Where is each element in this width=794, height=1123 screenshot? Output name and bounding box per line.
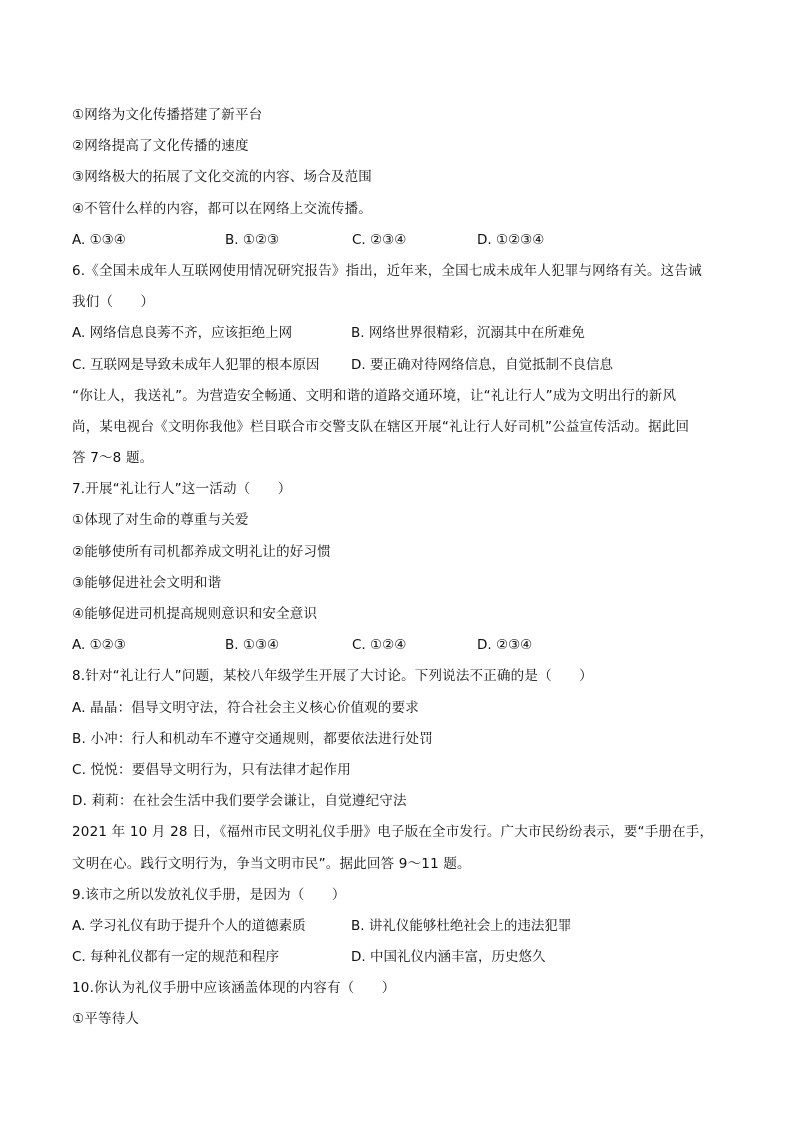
q6-stem-line-2: 我们（ ） bbox=[72, 294, 155, 311]
q8-stem: 8.针对“礼让行人”问题，某校八年级学生开展了大讨论。下列说法不正确的是（ ） bbox=[72, 668, 593, 685]
q5-options bbox=[72, 225, 722, 256]
q8-option-d: D. 莉莉：在社会生活中我们要学会谦让，自觉遵纪守法 bbox=[72, 793, 407, 810]
material1-line-1: “你让人，我送礼”。为营造安全畅通、文明和谐的道路交通环境，让“礼让行人”成为文明出行的新风 bbox=[72, 387, 677, 404]
material2-line-2: 文明在心。践行文明行为，争当文明市民”。据此回答 9～11 题。 bbox=[72, 855, 471, 872]
q6-option-c: C. 互联网是导致未成年人犯罪的根本原因 bbox=[72, 356, 320, 373]
q6-options-row-1 bbox=[72, 318, 722, 349]
q7-stem: 7.开展“礼让行人”这一活动（ ） bbox=[72, 481, 292, 498]
q7-options bbox=[72, 630, 722, 661]
q5-item-3: ③网络极大的拓展了文化交流的内容、场合及范围 bbox=[72, 169, 373, 186]
q9-option-a: A. 学习礼仪有助于提升个人的道德素质 bbox=[72, 917, 306, 934]
material1-line-2: 尚，某电视台《文明你我他》栏目联合市交警支队在辖区开展“礼让行人好司机”公益宣传活动。据此回 bbox=[72, 418, 690, 435]
q9-option-c: C. 每种礼仪都有一定的规范和程序 bbox=[72, 949, 280, 966]
q5-option-d: D. ①②③④ bbox=[477, 231, 545, 248]
q7-option-c: C. ①②④ bbox=[352, 637, 407, 654]
q5-item-2: ②网络提高了文化传播的速度 bbox=[72, 138, 249, 155]
q8-option-c: C. 悦悦：要倡导文明行为，只有法律才起作用 bbox=[72, 761, 351, 778]
q7-item-3: ③能够促进社会文明和谐 bbox=[72, 574, 222, 591]
q5-item-1: ①网络为文化传播搭建了新平台 bbox=[72, 107, 263, 123]
q9-stem: 9.该市之所以发放礼仪手册，是因为（ ） bbox=[72, 886, 346, 903]
exam-page bbox=[72, 100, 722, 1036]
q9-options-row-2 bbox=[72, 942, 722, 973]
q10-item-1: ①平等待人 bbox=[72, 1011, 140, 1028]
q7-item-4: ④能够促进司机提高规则意识和安全意识 bbox=[72, 606, 318, 622]
q5-option-b: B. ①②③ bbox=[225, 231, 280, 248]
q7-item-1: ①体现了对生命的尊重与关爱 bbox=[72, 512, 249, 529]
q6-options-row-2 bbox=[72, 350, 722, 381]
q8-option-b: B. 小冲：行人和机动车不遵守交通规则，都要依法进行处罚 bbox=[72, 730, 433, 747]
q8-option-a: A. 晶晶：倡导文明守法，符合社会主义核心价值观的要求 bbox=[72, 699, 419, 716]
q6-option-d: D. 要正确对待网络信息，自觉抵制不良信息 bbox=[351, 356, 613, 373]
q5-option-a: A. ①③④ bbox=[72, 231, 126, 248]
q7-option-d: D. ②③④ bbox=[477, 637, 533, 654]
q6-stem-line-1: 6.《全国未成年人互联网使用情况研究报告》指出，近年来，全国七成未成年人犯罪与网络有关。这告诫 bbox=[72, 262, 702, 279]
q10-stem: 10.你认为礼仪手册中应该涵盖体现的内容有（ ） bbox=[72, 980, 396, 997]
q6-option-b: B. 网络世界很精彩，沉溺其中在所难免 bbox=[351, 325, 585, 342]
q7-option-a: A. ①②③ bbox=[72, 637, 126, 654]
material2-line-1: 2021 年 10 月 28 日，《福州市民文明礼仪手册》电子版在全市发行。广大市民纷纷表示，要“手册在手， bbox=[72, 824, 714, 841]
material1-line-3: 答 7～8 题。 bbox=[72, 450, 154, 467]
q9-options-row-1 bbox=[72, 911, 722, 942]
q5-item-4: ④不管什么样的内容，都可以在网络上交流传播。 bbox=[72, 200, 373, 217]
q9-option-b: B. 讲礼仪能够杜绝社会上的违法犯罪 bbox=[351, 917, 572, 934]
q7-option-b: B. ①③④ bbox=[225, 637, 280, 654]
q7-item-2: ②能够使所有司机都养成文明礼让的好习惯 bbox=[72, 543, 331, 560]
q5-option-c: C. ②③④ bbox=[352, 231, 407, 248]
q6-option-a: A. 网络信息良莠不齐，应该拒绝上网 bbox=[72, 325, 293, 342]
q9-option-d: D. 中国礼仪内涵丰富，历史悠久 bbox=[351, 949, 546, 966]
